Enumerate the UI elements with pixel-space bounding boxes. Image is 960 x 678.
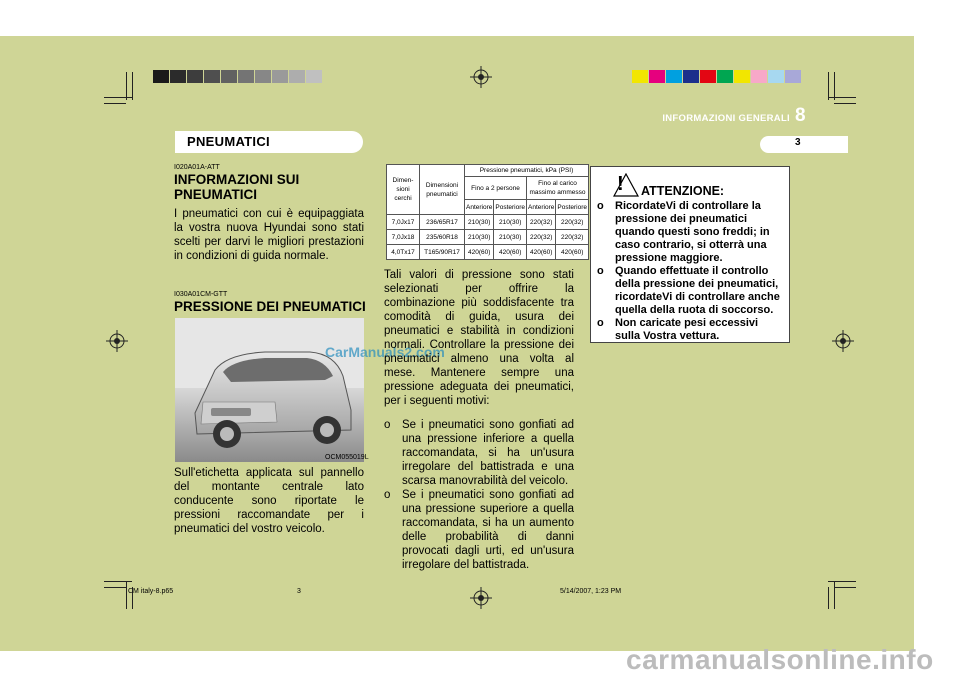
section-tab-label: PNEUMATICI xyxy=(187,134,270,149)
table-cell: 236/65R17 xyxy=(420,215,465,230)
color-swatch xyxy=(768,70,784,83)
table-cell: 420(60) xyxy=(465,245,494,260)
list-item xyxy=(591,200,783,265)
pressure-heading-block xyxy=(174,291,364,314)
color-swatch xyxy=(153,70,169,83)
crop-mark xyxy=(104,103,126,104)
bullet: o xyxy=(597,200,604,212)
table-cell: 4,0Tx17 xyxy=(387,245,420,260)
image-caption: OCM055019L xyxy=(325,454,369,461)
crop-mark xyxy=(828,72,829,100)
table-cell: 210(30) xyxy=(465,215,494,230)
registration-target-icon xyxy=(106,330,128,352)
table-cell: 420(60) xyxy=(494,245,527,260)
header-pressure: Pressione pneumatici, kPa (PSI) xyxy=(465,165,589,177)
header-two-persons: Fino a 2 persone xyxy=(465,177,527,200)
column-left xyxy=(174,164,364,263)
header-rims: Dimen- sioni cerchi xyxy=(387,165,420,215)
chapter-number: 8 xyxy=(795,105,806,126)
table-cell: T165/90R17 xyxy=(420,245,465,260)
color-swatch xyxy=(306,70,322,83)
list-item-text: Quando effettuate il controllo della pressione dei pneumatici, ricordateVi di controllare anche quella della ruota di soccorso. xyxy=(615,265,780,316)
table-cell: 210(30) xyxy=(494,230,527,245)
color-swatch xyxy=(649,70,665,83)
paragraph-pressure-values: Tali valori di pressione sono stati selezionati per offrire la combinazione più soddisfacente tra comodità di guida, usura dei pneumatici e stabilità in condizioni normali. Controllare la pressione dei pneumatici almeno una volta al mese. Mantenere sempre una pressione adeguata dei pneumatici, per i seguenti motivi: xyxy=(384,269,574,407)
color-swatch xyxy=(700,70,716,83)
pressure-table-wrapper xyxy=(386,164,589,260)
color-swatch xyxy=(289,70,305,83)
table-cell: 7,0Jx18 xyxy=(387,230,420,245)
color-swatch xyxy=(751,70,767,83)
crop-mark xyxy=(834,587,856,588)
paragraph-tire-info: I pneumatici con cui è equipaggiata la vostra nuova Hyundai sono stati scelti per darvi le migliori prestazioni in condizioni di guida normale. xyxy=(174,208,364,262)
header-rear: Posteriore xyxy=(494,200,527,215)
crop-mark xyxy=(132,72,133,100)
grayscale-bar xyxy=(153,70,323,83)
chapter-title: INFORMAZIONI GENERALI xyxy=(662,113,790,124)
registration-target-icon xyxy=(470,66,492,88)
list-item xyxy=(591,265,783,317)
list-item-text: Se i pneumatici sono gonfiati ad una pressione inferiore a quella raccomandata, si ha un'usura irregolare del battistrada e una scarsa manovrabilità del veicolo. xyxy=(402,419,574,487)
table-cell: 235/60R18 xyxy=(420,230,465,245)
header-tire-sizes: Dimensioni pneumatici xyxy=(420,165,465,215)
crop-mark xyxy=(834,581,835,609)
crop-mark xyxy=(104,97,132,98)
color-swatch xyxy=(204,70,220,83)
section-code: I020A01A-ATT xyxy=(174,164,220,171)
list-item xyxy=(384,488,574,572)
table-cell: 210(30) xyxy=(465,230,494,245)
color-swatch xyxy=(170,70,186,83)
warning-box xyxy=(590,166,790,343)
warning-icon-glyph: ! xyxy=(617,173,624,195)
header-front: Anteriore xyxy=(465,200,494,215)
crop-mark xyxy=(126,581,127,609)
registration-target-icon xyxy=(832,330,854,352)
table-cell: 420(60) xyxy=(556,245,589,260)
bullet: o xyxy=(384,419,391,431)
warning-title: ATTENZIONE: xyxy=(641,184,725,198)
color-swatch xyxy=(272,70,288,83)
crop-mark xyxy=(126,72,127,100)
column-middle xyxy=(384,268,574,572)
crop-mark xyxy=(834,103,856,104)
bullet: o xyxy=(384,489,391,501)
crop-mark xyxy=(828,581,856,582)
table-row xyxy=(387,245,589,260)
crop-mark xyxy=(828,587,829,609)
bullet: o xyxy=(597,317,604,329)
heading-tire-info: INFORMAZIONI SUI PNEUMATICI xyxy=(174,172,300,202)
crop-mark xyxy=(104,587,126,588)
section-code: I030A01CM-GTT xyxy=(174,291,228,298)
page-number-tab xyxy=(760,136,848,153)
table-cell: 220(32) xyxy=(556,230,589,245)
footer-site-watermark: carmanualsonline.info xyxy=(626,644,934,675)
table-cell: 420(60) xyxy=(527,245,556,260)
footer-page: 3 xyxy=(297,588,301,595)
header-rear: Posteriore xyxy=(556,200,589,215)
color-swatch xyxy=(632,70,648,83)
watermark: CarManuals2.com xyxy=(325,344,445,360)
table-row xyxy=(387,215,589,230)
color-swatch xyxy=(683,70,699,83)
color-swatch xyxy=(785,70,801,83)
registration-target-icon xyxy=(470,587,492,609)
color-swatch xyxy=(238,70,254,83)
table-cell: 210(30) xyxy=(494,215,527,230)
warning-list xyxy=(591,200,783,343)
color-swatch xyxy=(221,70,237,83)
list-item-text: RicordateVi di controllare la pressione dei pneumatici quando questi sono freddi; in caso contrario, si otterrà una pressione maggiore. xyxy=(615,200,770,264)
crop-mark xyxy=(104,581,132,582)
color-swatch xyxy=(255,70,271,83)
table-cell: 220(32) xyxy=(527,230,556,245)
header-max-load: Fino al carico massimo ammesso xyxy=(527,177,589,200)
list-item-text: Non caricate pesi eccessivi sulla Vostra vettura. xyxy=(615,317,759,342)
page-number: 3 xyxy=(795,137,801,148)
table-row xyxy=(387,230,589,245)
color-swatch xyxy=(187,70,203,83)
footer-date: 5/14/2007, 1:23 PM xyxy=(560,588,622,595)
color-swatch xyxy=(717,70,733,83)
color-swatch xyxy=(734,70,750,83)
header-front: Anteriore xyxy=(527,200,556,215)
crop-mark xyxy=(834,72,835,100)
table-cell: 7,0Jx17 xyxy=(387,215,420,230)
footer-file: CM italy-8.p65 xyxy=(128,588,174,595)
table-cell: 220(32) xyxy=(556,215,589,230)
heading-tire-pressure: PRESSIONE DEI PNEUMATICI xyxy=(174,299,366,314)
bullet: o xyxy=(597,265,604,277)
crop-mark xyxy=(828,97,856,98)
paragraph-label-location: Sull'etichetta applicata sul pannello del montante centrale lato conducente sono riportate le pressioni raccomandate per i pneumatici del vostro veicolo. xyxy=(174,467,364,535)
section-tab xyxy=(175,131,363,153)
color-bar xyxy=(632,70,802,83)
list-item-text: Se i pneumatici sono gonfiati ad una pressione superiore a quella raccomandata, si ha un aumento delle probabilità di danni provocati dagli urti, ed un'usura irregolare del battistrada. xyxy=(402,489,574,571)
table-cell: 220(32) xyxy=(527,215,556,230)
list-item xyxy=(591,317,783,343)
car-illustration xyxy=(175,318,445,462)
pressure-table xyxy=(386,164,589,260)
reasons-list xyxy=(384,418,574,572)
color-swatch xyxy=(666,70,682,83)
list-item xyxy=(384,418,574,488)
